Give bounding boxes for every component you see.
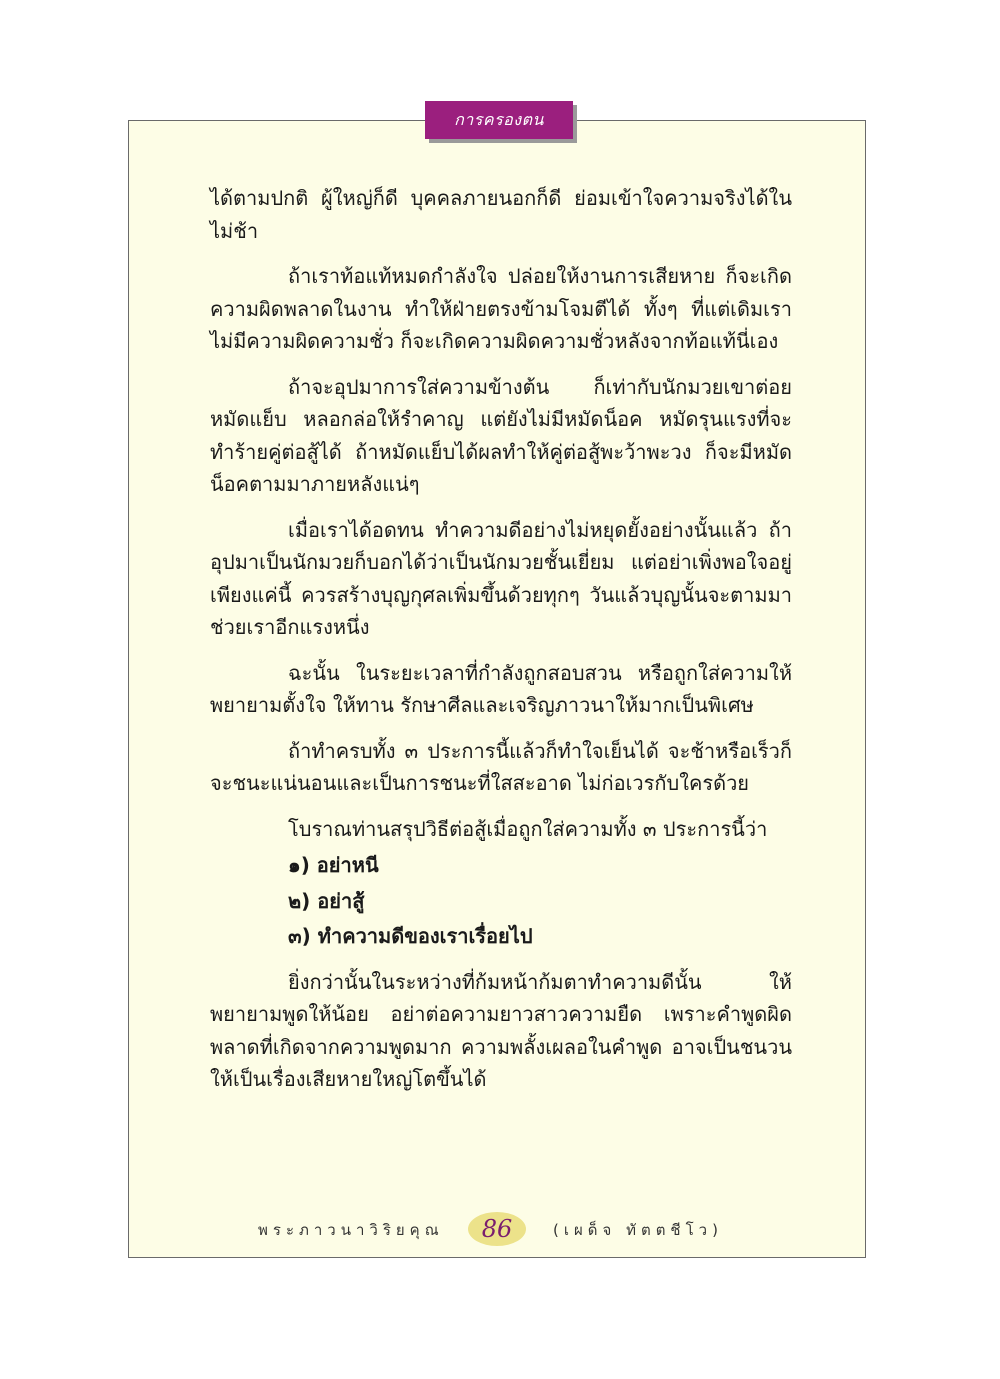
list-intro: โบราณท่านสรุปวิธีต่อสู้เมื่อถูกใส่ความทั้ง ๓ ประการนี้ว่า bbox=[288, 816, 768, 841]
list-item-2: ๒) อย่าสู้ bbox=[288, 888, 365, 913]
page-body bbox=[210, 182, 792, 1109]
paragraph-6: ถ้าทำครบทั้ง ๓ ประการนี้แล้วก็ทำใจเย็นได้ จะช้าหรือเร็วก็จะชนะแน่นอนและเป็นการชนะที่ใสสะอาด ไม่ก่อเวรกับใครด้วย bbox=[210, 738, 792, 795]
chapter-header-tab: การครองตน bbox=[425, 101, 573, 139]
strategy-list bbox=[210, 849, 792, 953]
page-number-badge: 86 bbox=[468, 1212, 526, 1246]
page-footer bbox=[128, 1210, 866, 1250]
closing-paragraph: ยิ่งกว่านั้นในระหว่างที่ก้มหน้าก้มตาทำความดีนั้น ให้พยายามพูดให้น้อย อย่าต่อความยาวสาวความยืด เพราะคำพูดผิดพลาดที่เกิดจากความพูดมาก ความพลั้งเผลอในคำพูด อาจเป็นชนวนให้เป็นเรื่องเสียหายใหญ่โตขึ้นได้ bbox=[210, 969, 792, 1091]
paragraph-3: ถ้าจะอุปมาการใส่ความข้างต้น ก็เท่ากับนักมวยเขาต่อยหมัดแย็บ หลอกล่อให้รำคาญ แต่ยังไม่มีหมัดน็อค หมัดรุนแรงที่จะทำร้ายคู่ต่อสู้ได้ ถ้าหมัดแย็บได้ผลทำให้คู่ต่อสู้พะว้าพะวง ก็จะมีหมัดน็อคตามมาภายหลังแน่ๆ bbox=[210, 374, 792, 496]
paragraph-2: ถ้าเราท้อแท้หมดกำลังใจ ปล่อยให้งานการเสียหาย ก็จะเกิดความผิดพลาดในงาน ทำให้ฝ่ายตรงข้ามโจมตีได้ ทั้งๆ ที่แต่เดิมเราไม่มีความผิดความชั่ว ก็จะเกิดความผิดความชั่วหลังจากท้อแท้นี่เอง bbox=[210, 264, 792, 353]
paragraph-4: เมื่อเราได้อดทน ทำความดีอย่างไม่หยุดยั้งอย่างนั้นแล้ว ถ้าอุปมาเป็นนักมวยก็บอกได้ว่าเป็นนักมวยชั้นเยี่ยม แต่อย่าเพิ่งพอใจอยู่เพียงแค่นี้ ควรสร้างบุญกุศลเพิ่มขึ้นด้วยทุกๆ วันแล้วบุญนั้นจะตามมาช่วยเราอีกแรงหนึ่ง bbox=[210, 517, 792, 639]
paragraph-1: ได้ตามปกติ ผู้ใหญ่ก็ดี บุคคลภายนอกก็ดี ย่อมเข้าใจความจริงได้ในไม่ช้า bbox=[210, 186, 792, 243]
list-item-3: ๓) ทำความดีของเราเรื่อยไป bbox=[288, 924, 533, 948]
footer-book-title: พระภาวนาวิริยคุณ bbox=[258, 1221, 444, 1239]
footer-author: (เผด็จ ทัตตชีโว) bbox=[553, 1221, 723, 1239]
paragraph-5: ฉะนั้น ในระยะเวลาที่กำลังถูกสอบสวน หรือถูกใส่ความให้พยายามตั้งใจ ให้ทาน รักษาศีลและเจริญภาวนาให้มากเป็นพิเศษ bbox=[210, 660, 792, 717]
list-item-1: ๑) อย่าหนี bbox=[288, 853, 379, 877]
